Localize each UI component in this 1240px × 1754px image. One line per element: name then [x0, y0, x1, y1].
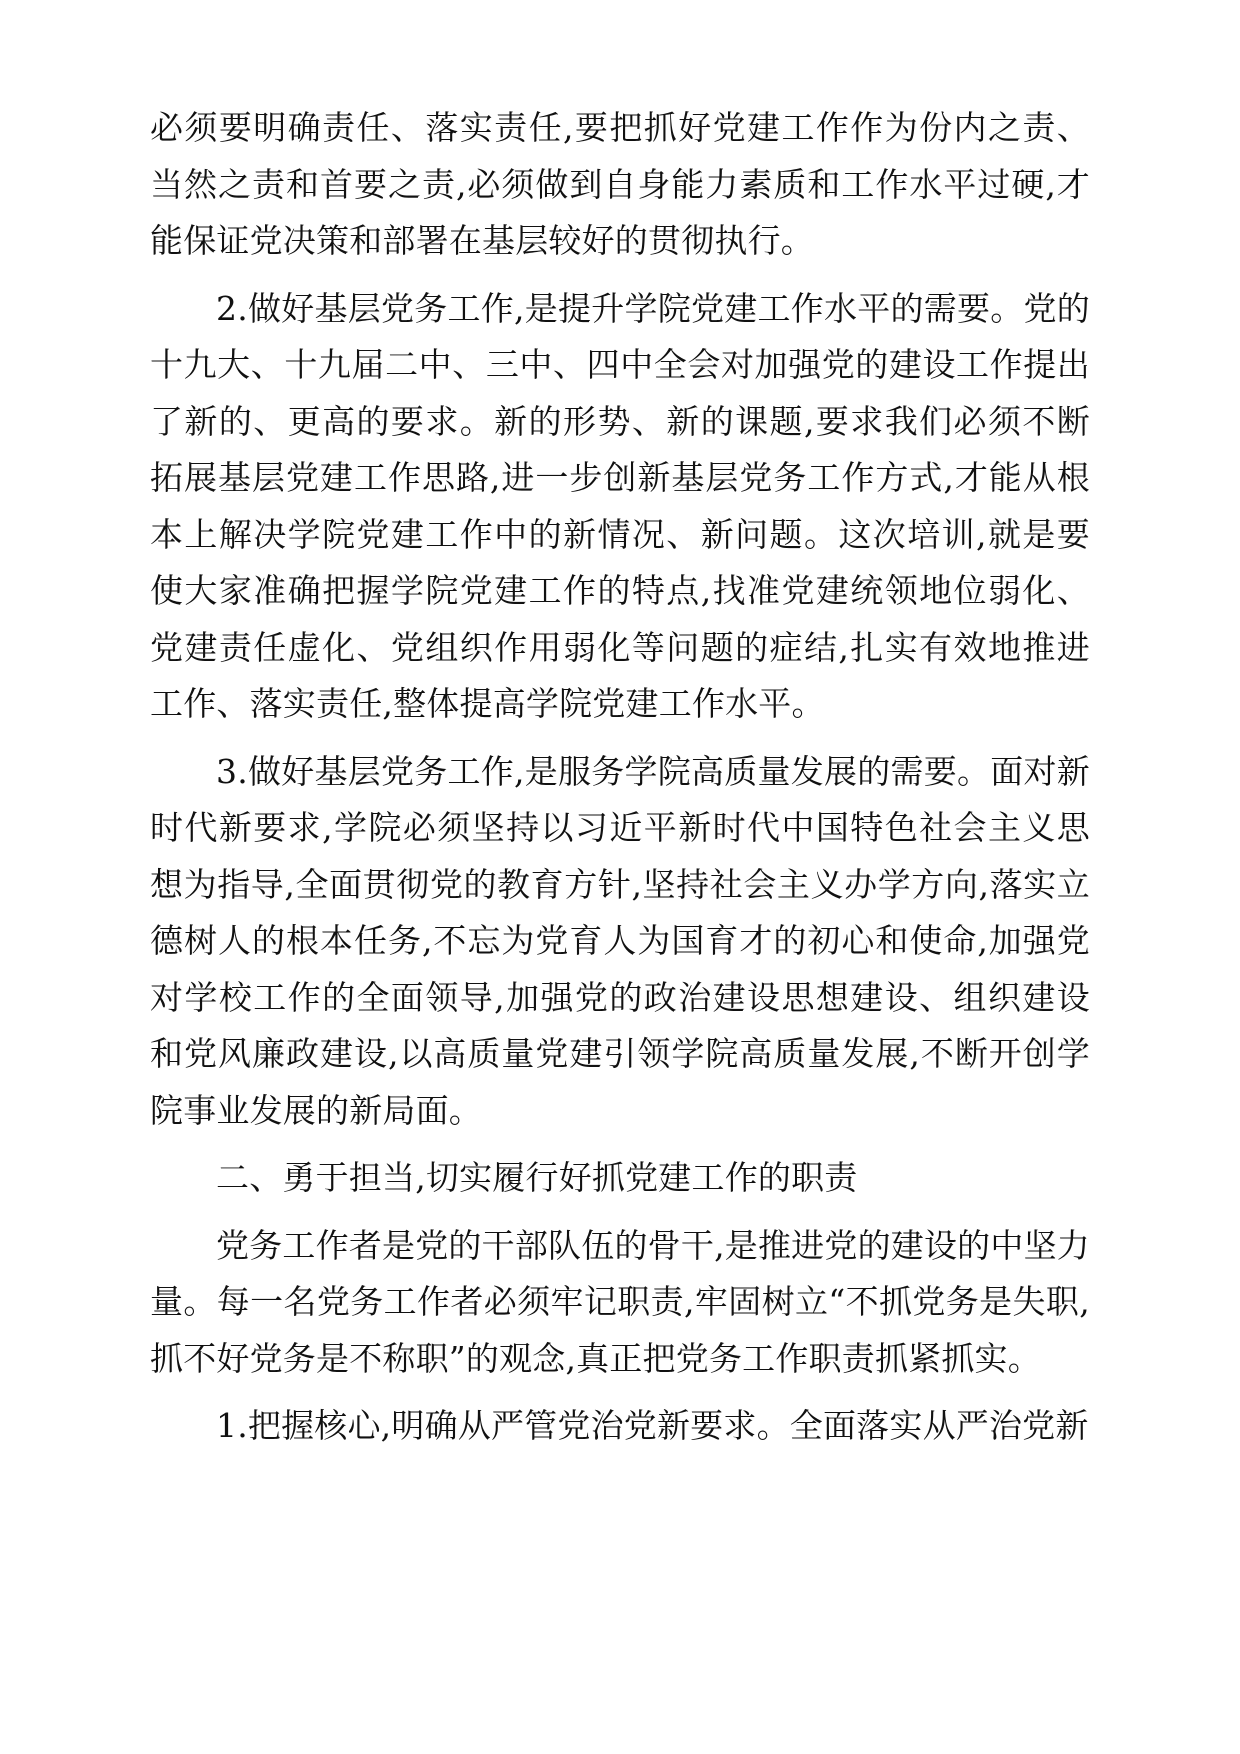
section-heading-2: 二、勇于担当,切实履行好抓党建工作的职责 — [216, 1158, 858, 1197]
paragraph-subpoint-1: 1.把握核心,明确从严管党治党新要求。全面落实从严治党新 — [216, 1406, 1089, 1445]
paragraph-point-3: 3.做好基层党务工作,是服务学院高质量发展的需要。面对新时代新要求,学院必须坚持以习近平新时代中国特色社会主义思想为指导,全面贯彻党的教育方针,坚持社会主义办学方向,落实立德树人的根本任务,不忘为党育人为国育才的初心和使命,加强党对学校工作的全面领导,加强党的政治建设思想建设、组织建设和党风廉政建设,以高质量党建引领学院高质量发展,不断开创学院事业发展的新局面。 — [150, 751, 1090, 1130]
paragraph-section-intro: 党务工作者是党的干部队伍的骨干,是推进党的建设的中坚力量。每一名党务工作者必须牢记职责,牢固树立“不抓党务是失职,抓不好党务是不称职”的观念,真正把党务工作职责抓紧抓实。 — [150, 1225, 1090, 1378]
paragraph-continuation: 必须要明确责任、落实责任,要把抓好党建工作作为份内之责、当然之责和首要之责,必须做到自身能力素质和工作水平过硬,才能保证党决策和部署在基层较好的贯彻执行。 — [150, 108, 1090, 260]
paragraph-point-2: 2.做好基层党务工作,是提升学院党建工作水平的需要。党的十九大、十九届二中、三中、四中全会对加强党的建设工作提出了新的、更高的要求。新的形势、新的课题,要求我们必须不断拓展基层党建工作思路,进一步创新基层党务工作方式,才能从根本上解决学院党建工作中的新情况、新问题。这次培训,就是要使大家准确把握学院党建工作的特点,找准党建统领地位弱化、党建责任虚化、党组织作用弱化等问题的症结,扎实有效地推进工作、落实责任,整体提高学院党建工作水平。 — [150, 288, 1090, 723]
document-body — [150, 100, 1090, 1466]
